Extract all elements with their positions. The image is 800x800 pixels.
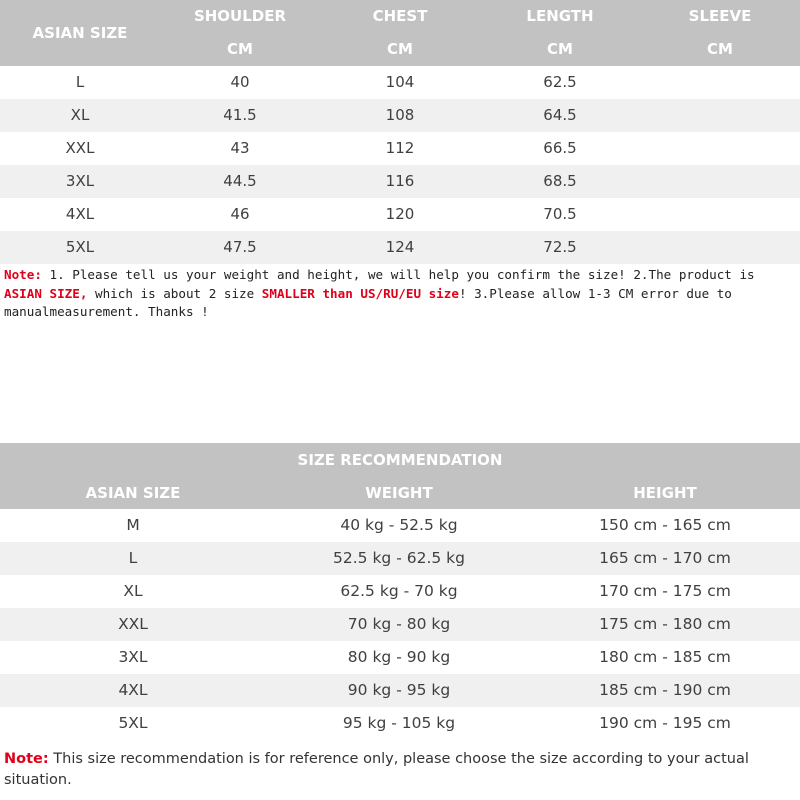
cell-weight: 52.5 kg - 62.5 kg: [333, 549, 465, 567]
cell-length: 72.5: [543, 238, 577, 256]
note-text-2: which is about 2 size: [87, 285, 262, 301]
cell-chest: 104: [385, 73, 415, 91]
note-asian-size: ASIAN SIZE,: [4, 285, 88, 301]
table-row: [0, 674, 800, 707]
header-chest: CHEST: [372, 7, 428, 25]
cell-chest: 124: [385, 238, 415, 256]
note-text: This size recommendation is for reference only, please choose the size according to your actual situation.: [4, 751, 749, 788]
cell-weight: 95 kg - 105 kg: [342, 714, 456, 732]
table-row: [0, 542, 800, 575]
table-row: [0, 707, 800, 740]
table-row: [0, 575, 800, 608]
header-asian-size: ASIAN SIZE: [32, 24, 128, 42]
cell-length: 70.5: [543, 205, 577, 223]
table-row: [0, 165, 800, 198]
cell-size: 4XL: [118, 681, 148, 699]
cell-shoulder: 44.5: [223, 172, 257, 190]
header-sleeve: SLEEVE: [688, 7, 752, 25]
cell-weight: 40 kg - 52.5 kg: [340, 516, 458, 534]
header-weight: WEIGHT: [365, 484, 433, 502]
cell-size: 4XL: [65, 205, 95, 223]
note-text-1: 1. Please tell us your weight and height, we will help you confirm the size! 2.The product is: [41, 267, 755, 282]
cell-length: 68.5: [543, 172, 577, 190]
note-text-3: ! 3.Please allow 1-3 CM error due to manualmeasurement. Thanks !: [4, 285, 732, 319]
size-note: [4, 266, 796, 322]
cell-size: XXL: [118, 615, 148, 633]
cell-shoulder: 41.5: [223, 106, 257, 124]
header-height: HEIGHT: [633, 484, 697, 502]
cell-length: 62.5: [543, 73, 577, 91]
cell-length: 66.5: [543, 139, 577, 157]
cell-height: 185 cm - 190 cm: [599, 681, 731, 699]
cell-length: 64.5: [543, 106, 577, 124]
cell-height: 175 cm - 180 cm: [599, 615, 731, 633]
table-row: [0, 608, 800, 641]
recommendation-table-body: [0, 509, 800, 740]
cell-size: XL: [123, 582, 143, 600]
cell-chest: 120: [385, 205, 415, 223]
header-asian-size: ASIAN SIZE: [85, 484, 181, 502]
cell-height: 190 cm - 195 cm: [599, 714, 731, 732]
cell-size: L: [75, 73, 85, 91]
header-chest-unit: CM: [387, 40, 413, 58]
recommendation-table-header: [0, 443, 800, 509]
cell-weight: 80 kg - 90 kg: [347, 648, 451, 666]
cell-size: L: [128, 549, 138, 567]
cell-height: 165 cm - 170 cm: [599, 549, 731, 567]
header-length-unit: CM: [547, 40, 573, 58]
cell-shoulder: 47.5: [223, 238, 257, 256]
cell-size: 5XL: [118, 714, 148, 732]
cell-size: XL: [70, 106, 90, 124]
cell-shoulder: 40: [230, 73, 250, 91]
table-row: [0, 66, 800, 99]
cell-size: 3XL: [65, 172, 95, 190]
table-row: [0, 198, 800, 231]
header-shoulder-unit: CM: [227, 40, 253, 58]
header-length: LENGTH: [526, 7, 594, 25]
cell-shoulder: 43: [230, 139, 250, 157]
table-row: [0, 99, 800, 132]
cell-chest: 116: [385, 172, 415, 190]
cell-chest: 108: [385, 106, 415, 124]
cell-height: 150 cm - 165 cm: [599, 516, 731, 534]
header-shoulder: SHOULDER: [193, 7, 287, 25]
cell-chest: 112: [385, 139, 415, 157]
cell-weight: 70 kg - 80 kg: [347, 615, 451, 633]
cell-height: 180 cm - 185 cm: [599, 648, 731, 666]
cell-weight: 90 kg - 95 kg: [347, 681, 451, 699]
table-row: [0, 132, 800, 165]
note-label: Note:: [4, 751, 49, 767]
note-label: Note:: [4, 267, 42, 282]
recommendation-note: [4, 749, 784, 791]
table-row: [0, 231, 800, 264]
size-table-body: [0, 66, 800, 264]
size-table-header: [0, 0, 800, 66]
cell-size: XXL: [65, 139, 95, 157]
table-row: [0, 509, 800, 542]
cell-size: M: [126, 516, 140, 534]
cell-height: 170 cm - 175 cm: [599, 582, 731, 600]
cell-weight: 62.5 kg - 70 kg: [340, 582, 458, 600]
cell-size: 3XL: [118, 648, 148, 666]
cell-size: 5XL: [65, 238, 95, 256]
note-smaller: SMALLER than US/RU/EU size: [261, 285, 459, 301]
cell-shoulder: 46: [230, 205, 250, 223]
header-sleeve-unit: CM: [707, 40, 733, 58]
recommendation-title: SIZE RECOMMENDATION: [297, 451, 503, 469]
table-row: [0, 641, 800, 674]
